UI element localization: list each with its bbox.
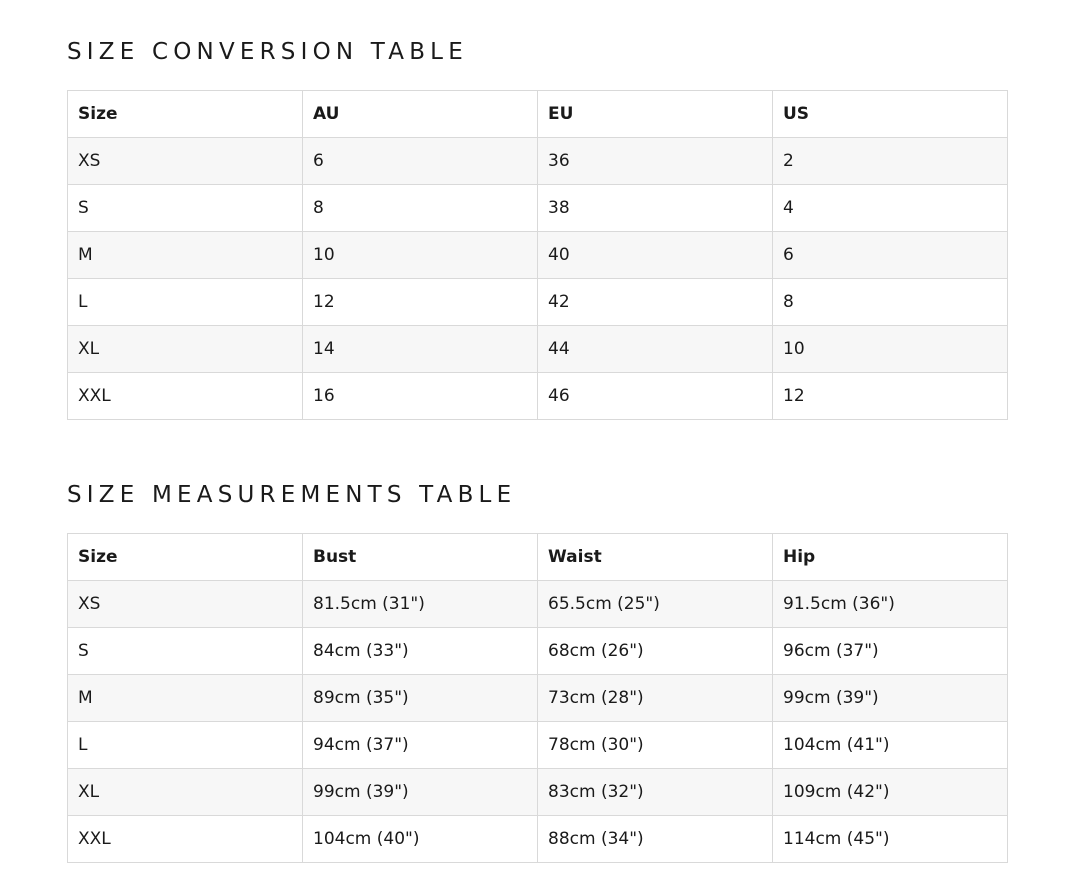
table-cell: 88cm (34") xyxy=(538,816,773,863)
table-cell: 12 xyxy=(773,373,1008,420)
table-cell: 38 xyxy=(538,185,773,232)
table-cell: 10 xyxy=(773,326,1008,373)
table-cell: 104cm (41") xyxy=(773,722,1008,769)
size-measurements-table xyxy=(67,533,1008,863)
table-cell: S xyxy=(68,185,303,232)
table-cell: 16 xyxy=(303,373,538,420)
table-row xyxy=(68,675,1008,722)
table-cell: S xyxy=(68,628,303,675)
table-cell: 8 xyxy=(773,279,1008,326)
table-cell: 6 xyxy=(773,232,1008,279)
table-cell: 104cm (40") xyxy=(303,816,538,863)
column-header-bust: Bust xyxy=(303,534,538,581)
table-header-row xyxy=(68,534,1008,581)
column-header-size: Size xyxy=(68,534,303,581)
table-cell: 46 xyxy=(538,373,773,420)
table-cell: 8 xyxy=(303,185,538,232)
table-cell: L xyxy=(68,279,303,326)
column-header-waist: Waist xyxy=(538,534,773,581)
table-cell: 99cm (39") xyxy=(773,675,1008,722)
table-row xyxy=(68,185,1008,232)
table-row xyxy=(68,816,1008,863)
table-row xyxy=(68,628,1008,675)
table-row xyxy=(68,722,1008,769)
table-cell: XS xyxy=(68,138,303,185)
table-cell: 81.5cm (31") xyxy=(303,581,538,628)
table-row xyxy=(68,279,1008,326)
table-row xyxy=(68,232,1008,279)
table-cell: 44 xyxy=(538,326,773,373)
column-header-us: US xyxy=(773,91,1008,138)
table-cell: 109cm (42") xyxy=(773,769,1008,816)
table-cell: 91.5cm (36") xyxy=(773,581,1008,628)
table-row xyxy=(68,326,1008,373)
table-row xyxy=(68,581,1008,628)
table-row xyxy=(68,138,1008,185)
table-cell: 84cm (33") xyxy=(303,628,538,675)
table-cell: 6 xyxy=(303,138,538,185)
table-cell: XXL xyxy=(68,373,303,420)
table-cell: XL xyxy=(68,326,303,373)
table-cell: 10 xyxy=(303,232,538,279)
table-cell: XXL xyxy=(68,816,303,863)
column-header-hip: Hip xyxy=(773,534,1008,581)
table-cell: XL xyxy=(68,769,303,816)
table-cell: 12 xyxy=(303,279,538,326)
table-header-row xyxy=(68,91,1008,138)
table-cell: 83cm (32") xyxy=(538,769,773,816)
size-conversion-title: SIZE CONVERSION TABLE xyxy=(67,39,468,65)
table-cell: 99cm (39") xyxy=(303,769,538,816)
table-row xyxy=(68,769,1008,816)
column-header-eu: EU xyxy=(538,91,773,138)
table-cell: L xyxy=(68,722,303,769)
table-cell: M xyxy=(68,232,303,279)
column-header-au: AU xyxy=(303,91,538,138)
table-cell: 68cm (26") xyxy=(538,628,773,675)
table-cell: M xyxy=(68,675,303,722)
size-measurements-title: SIZE MEASUREMENTS TABLE xyxy=(67,482,517,508)
table-cell: 42 xyxy=(538,279,773,326)
table-cell: 2 xyxy=(773,138,1008,185)
table-cell: 4 xyxy=(773,185,1008,232)
table-row xyxy=(68,373,1008,420)
table-cell: 40 xyxy=(538,232,773,279)
table-cell: 73cm (28") xyxy=(538,675,773,722)
table-cell: 78cm (30") xyxy=(538,722,773,769)
table-cell: 96cm (37") xyxy=(773,628,1008,675)
table-cell: 14 xyxy=(303,326,538,373)
table-cell: 65.5cm (25") xyxy=(538,581,773,628)
table-cell: 89cm (35") xyxy=(303,675,538,722)
table-cell: 36 xyxy=(538,138,773,185)
size-conversion-table xyxy=(67,90,1008,420)
column-header-size: Size xyxy=(68,91,303,138)
table-cell: XS xyxy=(68,581,303,628)
table-cell: 114cm (45") xyxy=(773,816,1008,863)
table-cell: 94cm (37") xyxy=(303,722,538,769)
